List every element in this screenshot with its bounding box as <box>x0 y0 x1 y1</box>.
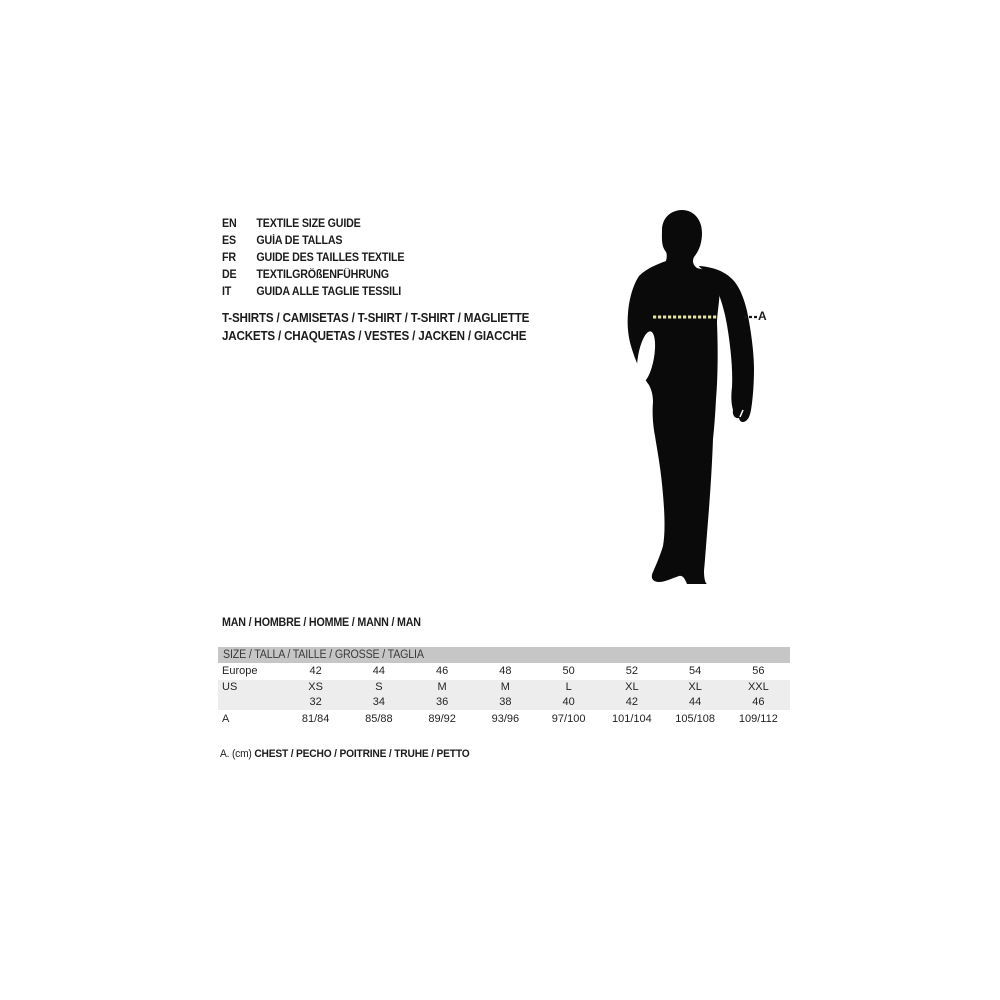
size-cell: 40 <box>562 696 575 708</box>
size-cell: 36 <box>436 696 449 708</box>
language-title: GUIDE DES TAILLES TEXTILE <box>256 252 405 264</box>
row-label <box>218 695 284 710</box>
size-cell: S <box>375 681 383 693</box>
language-row-de <box>222 267 418 284</box>
language-row-es <box>222 233 418 250</box>
size-cell: 109/112 <box>738 713 778 725</box>
measurement-footnote <box>220 748 488 760</box>
size-cell: 46 <box>752 696 765 708</box>
size-cell: M <box>500 681 510 693</box>
size-cell: 81/84 <box>301 713 330 725</box>
language-row-it <box>222 284 418 301</box>
size-cell: 44 <box>689 696 702 708</box>
size-cell: 85/88 <box>365 713 393 725</box>
size-cell: 56 <box>752 665 765 677</box>
size-table <box>218 647 790 728</box>
size-cell: L <box>565 681 572 693</box>
size-cell: 105/108 <box>675 713 715 725</box>
headline-line-1: T-SHIRTS / CAMISETAS / T-SHIRT / T-SHIRT / MAGLIETTE <box>222 311 530 325</box>
section-title-man: MAN / HOMBRE / HOMME / MANN / MAN <box>222 617 421 629</box>
man-body-shape <box>628 210 720 584</box>
size-cell: 44 <box>372 665 385 677</box>
size-cell: XL <box>688 681 702 693</box>
footnote-prefix: A. (cm) <box>220 748 252 760</box>
language-title: TEXTILE SIZE GUIDE <box>256 218 361 230</box>
size-cell: 52 <box>625 665 638 677</box>
size-cell: XS <box>308 681 323 693</box>
size-cell: 89/92 <box>428 713 456 725</box>
language-code: IT <box>222 286 232 298</box>
size-cell: 38 <box>499 696 512 708</box>
size-cell: 97/100 <box>551 713 586 725</box>
table-row-chest-a <box>218 710 790 728</box>
size-cell: 34 <box>372 696 385 708</box>
measure-point-label: A <box>758 309 767 323</box>
size-cell: XXL <box>747 681 769 693</box>
size-cell: 32 <box>309 696 322 708</box>
table-row-numeric <box>218 695 790 710</box>
size-table-header: SIZE / TALLA / TAILLE / GRÖSSE / TAGLIA <box>218 647 790 663</box>
row-label: US <box>222 681 238 693</box>
row-label: A <box>222 713 230 725</box>
language-row-en <box>222 216 418 233</box>
size-cell: 101/104 <box>611 713 652 725</box>
language-title: GUIDA ALLE TAGLIE TESSILI <box>256 286 402 298</box>
language-code: EN <box>222 218 237 230</box>
table-row-us <box>218 680 790 695</box>
size-cell: 48 <box>499 665 512 677</box>
size-cell: 42 <box>625 696 638 708</box>
language-code: DE <box>222 269 237 281</box>
garment-type-headline <box>222 309 552 345</box>
language-row-fr <box>222 250 418 267</box>
size-cell: M <box>437 681 447 693</box>
row-label: Europe <box>222 665 258 677</box>
table-row-europe <box>218 663 790 680</box>
language-code: FR <box>222 252 236 264</box>
man-silhouette <box>620 205 780 585</box>
size-cell: 50 <box>562 665 575 677</box>
size-cell: 54 <box>689 665 702 677</box>
size-cell: 46 <box>436 665 449 677</box>
footnote-text: CHEST / PECHO / POITRINE / TRUHE / PETTO <box>254 748 470 760</box>
language-title: GUÍA DE TALLAS <box>256 235 343 247</box>
language-title: TEXTILGRÖßENFÜHRUNG <box>256 269 389 281</box>
size-cell: 42 <box>309 665 322 677</box>
language-code: ES <box>222 235 236 247</box>
size-cell: 93/96 <box>491 713 520 725</box>
language-list <box>222 216 418 301</box>
headline-line-2: JACKETS / CHAQUETAS / VESTES / JACKEN / GIACCHE <box>222 329 527 343</box>
size-cell: XL <box>625 681 639 693</box>
